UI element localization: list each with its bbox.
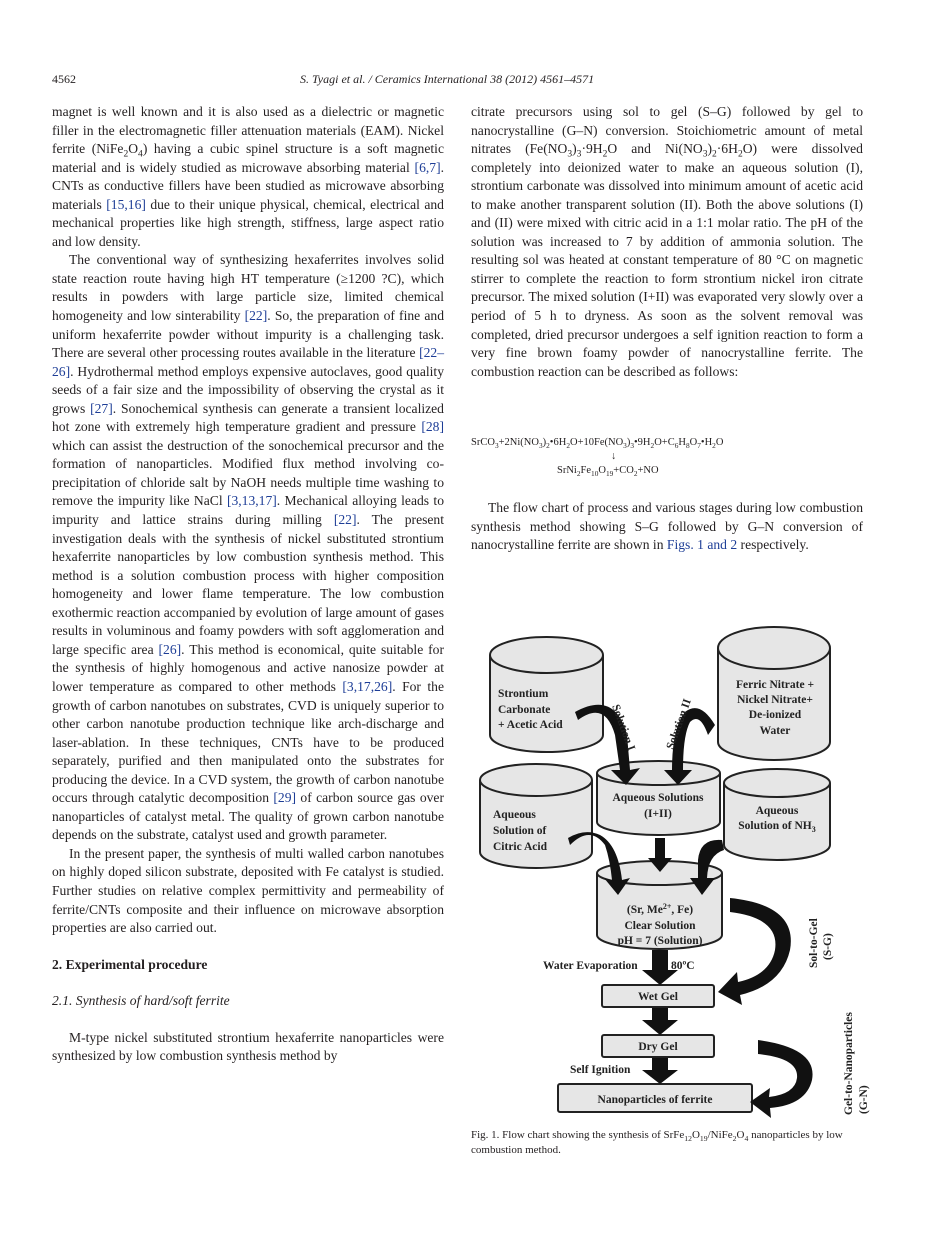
right-column: [471, 103, 863, 381]
subscript: 2: [712, 441, 716, 451]
label-temperature: 80ºC: [671, 960, 695, 972]
label-ferric: Ferric Nitrate +: [735, 679, 815, 691]
citation-link[interactable]: [22–26]: [52, 345, 444, 379]
subscript: 2: [546, 441, 550, 451]
label-strontium: Strontium: [498, 688, 549, 700]
subscript: 10: [591, 469, 599, 479]
paragraph: In the present paper, the synthesis of multi walled carbon nanotubes on highly doped silicon substrate, deposited with Fe catalyst is studied. Further studies on relative complex permittivity and permeability of ferrite/CNTs composite and their influence on microwave absorption properties are also carried out.: [52, 845, 444, 936]
label-clear-solution: Clear Solution: [624, 920, 696, 932]
label-citric: Citric Acid: [493, 841, 547, 853]
label-nh3: Aqueous: [755, 805, 799, 817]
label-nanoparticles: Nanoparticles of ferrite: [597, 1094, 713, 1106]
figure-caption: Fig. 1. Flow chart showing the synthesis of $SrFe_{12}O_{19}/NiFe_2O_4$ nanoparticles by low combustion method.: [471, 1129, 843, 1156]
label-citric: Aqueous: [493, 809, 536, 821]
subscript: 4: [138, 149, 143, 160]
paragraph: magnet is well known and it is also used as a dielectric or magnetic filler in the electromagnetic filler attenuation materials (EAM). Nickel ferrite $(NiFe_2O_4)$ having a cubic spinel structure is a soft magnetic material and is widely studied as microwave absorbing material [6,7]. CNTs as conductive fillers have been studied as microwave absorbing materials [15,16] due to their unique physical, chemical, electrical and mechanical properties like high strength, stiffness, large aspect ratio and low density.: [52, 104, 444, 249]
citation-link[interactable]: [29]: [273, 790, 297, 806]
subscript: 3: [623, 441, 627, 451]
subscript: 2: [123, 149, 129, 160]
subscript: 3: [494, 441, 499, 451]
citation-link[interactable]: [22]: [333, 512, 357, 528]
label-solution-2: Solution II: [664, 697, 694, 752]
label-ferric: Water: [759, 725, 791, 737]
citation-link[interactable]: [27]: [90, 400, 113, 416]
citation-link[interactable]: [22]: [244, 308, 268, 324]
equation-products: $SrNi_2Fe_{10}O_{19}+CO_2+NO$: [557, 465, 659, 479]
gel-to-nano-arrow-icon: [750, 1040, 813, 1118]
right-column-continued: [471, 499, 863, 555]
label-dry-gel: Dry Gel: [638, 1041, 678, 1053]
citation-link[interactable]: [6,7]: [414, 159, 441, 175]
label-nh3: Solution of $NH_3$: [738, 820, 816, 834]
label-sol-to-gel: Sol-to-Gel: [808, 918, 820, 968]
subscript: 3: [702, 149, 708, 160]
sol-to-gel-arrow-icon: [718, 898, 791, 1005]
label-sol-to-gel: (S-G): [822, 933, 834, 960]
subscript: 19: [699, 1134, 708, 1144]
citation-link[interactable]: [15,16]: [106, 196, 146, 212]
label-gel-to-nano: Gel-to-Nanoparticles: [843, 1012, 855, 1115]
subscript: 2: [633, 469, 638, 479]
subscript: 12: [684, 1134, 692, 1144]
equation-reactants: $SrCO_3+2Ni(NO_3)_2•6H_2O+10Fe(NO_3)_3•9H_2O+C_6H_8O_7•H_2O$: [471, 437, 724, 451]
subscript: 2: [650, 441, 655, 451]
label-strontium: + Acetic Acid: [498, 719, 563, 731]
citation-link[interactable]: [26]: [158, 641, 182, 657]
subscript: 8: [685, 441, 690, 451]
paragraph: citrate precursors using sol to gel (S–G) followed by gel to nanocrystalline (G–N) conversion. Stoichiometric amount of metal nitrates ($Fe(NO_3)_3\cdot 9H_2O$ and $Ni(NO_3)_2\cdot 6H_2O$) were dissolved completely into deionized water to make an aqueous solution (I), strontium carbonate was dissolved into minimum amount of acetic acid to make another transparent solution (II). Both the above solutions (I) and (II) were mixed with citric acid in a 1:1 molar ratio. The pH of the solution was increased to 7 by addition of ammonia solution. The resulting sol was heated at constant temperature of 80 °C on magnetic stirrer to complete the reaction to form strontium nickel iron citrate precursor. The mixed solution (I+II) was evaporated very slowly over a period of 5 h to dryness. As soon as the solvent removal was completed, dried precursor undergoes a self ignition reaction to form a very fine brown foamy powder of nanocrystalline ferrite. The combustion reaction can be described as follows:: [471, 104, 863, 379]
subscript: 2: [602, 149, 608, 160]
paragraph: The flow chart of process and various stages during low combustion synthesis method showing S–G followed by G–N conversion of nanocrystalline ferrite are shown in Figs. 1 and 2 respectively.: [471, 500, 863, 553]
down-arrow-icon: [642, 1058, 678, 1084]
label-ferric: Nickel Nitrate+: [737, 694, 813, 706]
subscript: 3: [538, 441, 543, 451]
citation-link[interactable]: [28]: [421, 419, 444, 435]
paragraph: M-type nickel substituted strontium hexaferrite nanoparticles were synthesized by low combustion synthesis method by: [52, 1029, 444, 1064]
label-citric: Solution of: [493, 825, 547, 837]
subscript: 19: [605, 469, 614, 479]
subscript: 2: [732, 1134, 737, 1144]
label-water-evaporation: Water Evaporation: [543, 960, 638, 972]
label-solution-1: Solution I: [609, 702, 637, 753]
reaction-equation: [471, 436, 723, 478]
label-wet-gel: Wet Gel: [638, 991, 678, 1003]
citation-link[interactable]: Figs. 1 and 2: [666, 537, 738, 553]
subscript: 3: [567, 149, 573, 160]
paragraph: The conventional way of synthesizing hexaferrites involves solid state reaction route having high HT temperature (≥1200 ?C), which results in powders with large particle size, limited chemical homogeneity and low sinterability [22]. So, the preparation of fine and uniform hexaferrite powder without impurity is a challenging task. There are several other processing routes available in the literature [22–26]. Hydrothermal method employs expensive autoclaves, good quality seeds of a fair size and the impossibility of observing the crystal as it grows [27]. Sonochemical synthesis can generate a transient localized hot zone with extremely high temperature gradient and pressure [28] which can assist the destruction of the sonochemical precursor and the formation of nanoparticles. Modified flux method involving co-precipitation of chloride salt by NaOH needs multiple time washing to remove the impurity like NaCl [3,13,17]. Mechanical alloying leads to impurity and lattice strains during milling [22]. The present investigation deals with the synthesis of nickel substituted strontium hexaferrite nanoparticles by low combustion synthesis method. This method is a solution combustion process with higher composition homogeneity and lower flame temperature. The low combustion exothermic reaction accompanied by evolution of large amount of gases results in voluminous and foamy powders with soft agglomeration and large specific area [26]. This method is economical, quite suitable for the synthesis of highly homogenous and active nanosize powder at lower temperature as compared to other methods [3,17,26]. For the growth of carbon nanotubes on substrates, CVD is uniquely superior to other carbon nanotube production technique like arch-discharge and laser-ablation. In these techniques, CNTs have to be produced separately, purified and then manipulated onto the substrates for producing the device. In a CVD system, the growth of carbon nanotube occurs through catalytic decomposition [29] of carbon source gas over nanoparticles of catalyst metal. The quality of grown carbon nanotube depends on the substrate, catalyst used and growth parameter.: [52, 252, 444, 843]
label-aqueous-solutions: (I+II): [644, 808, 672, 820]
subscript: 3: [630, 441, 634, 451]
subscript: 2: [576, 469, 581, 479]
down-arrow-icon: [642, 1008, 678, 1035]
subscript: 2: [737, 149, 743, 160]
citation-link[interactable]: [3,17,26]: [342, 678, 393, 694]
label-self-ignition: Self Ignition: [570, 1064, 631, 1076]
subscript: 7: [697, 441, 701, 451]
subsection-heading: 2.1. Synthesis of hard/soft ferrite: [52, 993, 230, 1009]
section-heading: 2. Experimental procedure: [52, 956, 208, 972]
label-strontium: Carbonate: [498, 704, 551, 716]
subscript: 2: [712, 149, 717, 160]
subscript: 4: [744, 1134, 749, 1144]
left-column: [52, 103, 444, 1066]
label-aqueous-solutions: Aqueous Solutions: [612, 792, 704, 804]
running-title: S. Tyagi et al. / Ceramics International 38 (2012) 4561–4571: [300, 72, 595, 86]
label-clear-solution: pH = 7 (Solution): [617, 935, 703, 947]
flow-chart-figure: [470, 615, 925, 1125]
subscript: 2: [566, 441, 570, 451]
label-ferric: De-ionized: [748, 709, 802, 721]
page-number: 4562: [52, 72, 76, 86]
label-clear-solution: (Sr, $Me^{2+}$, Fe): [626, 902, 694, 916]
equation-arrow: ↓: [611, 451, 617, 462]
subscript: 3: [576, 149, 582, 160]
subscript: 6: [674, 441, 679, 451]
citation-link[interactable]: [3,13,17]: [226, 493, 277, 509]
label-gel-to-nano: (G-N): [858, 1085, 870, 1114]
